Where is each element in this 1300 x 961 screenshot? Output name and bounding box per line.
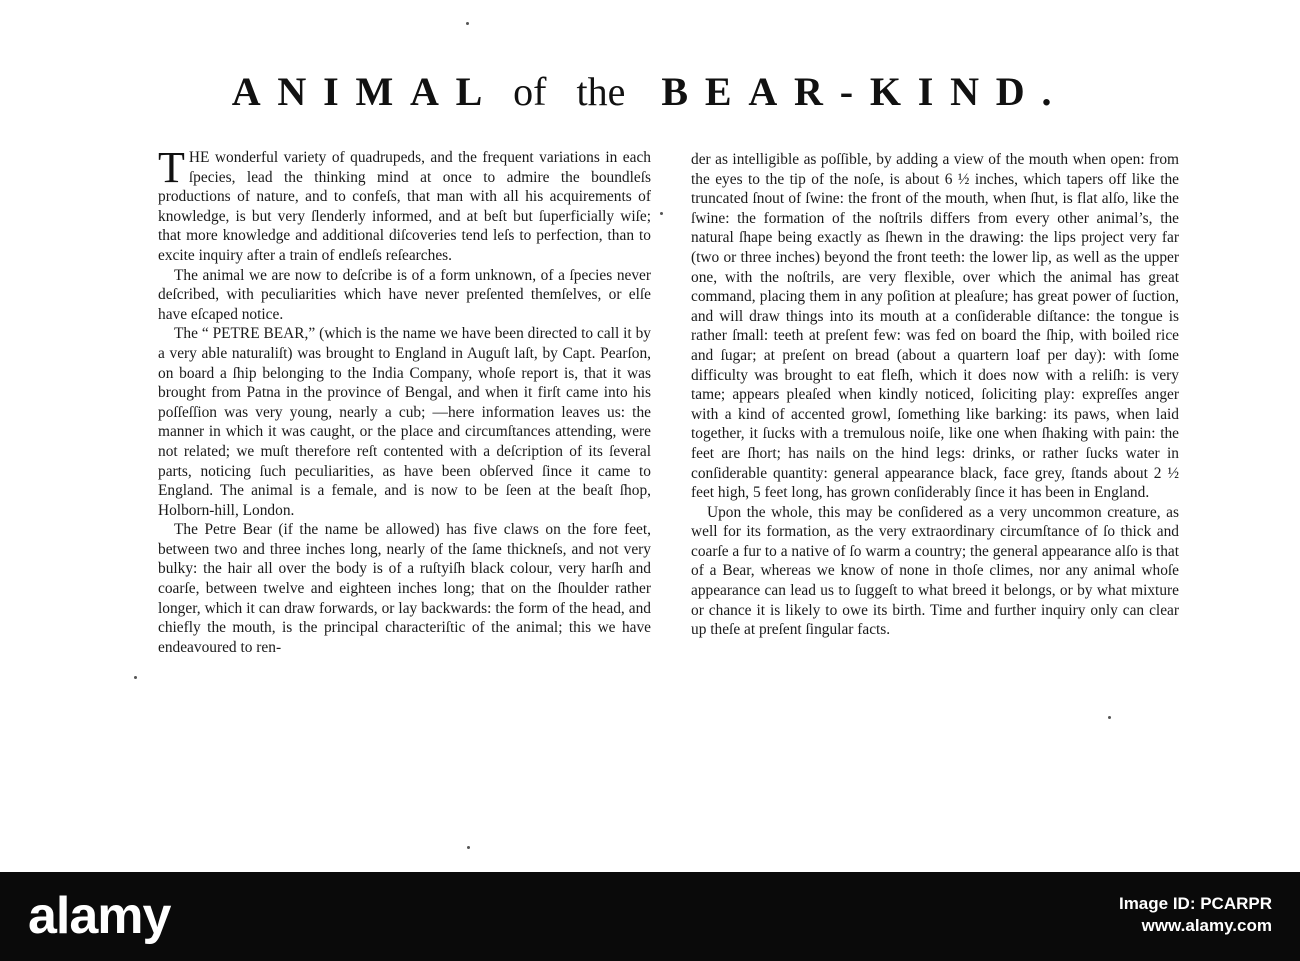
- title-word-the: the: [576, 69, 626, 114]
- left-paragraph-intro: [158, 143, 651, 266]
- image-id-text: Image ID: PCARPR: [1118, 894, 1272, 913]
- title-word-animal: ANIMAL: [231, 69, 500, 114]
- left-paragraph-4: The Petre Bear (if the name be allowed) has five claws on the fore feet, between two and three inches long, nearly of the ſame thickneſs, and not very bulky: the hair all over the body is of a ruſtyiſh black colour, very harſh and coarſe, between twelve and eighteen inches long; that on the ſhoulder rather longer, which it can draw forwards, or lay backwards: the form of the head, and chiefly the mouth, is the principal characteriſtic of the animal; this we have endeavoured to ren-: [158, 521, 651, 656]
- stock-site-url: www.alamy.com: [1141, 916, 1272, 935]
- intro-text: HE wonderful variety of quadrupeds, and the frequent variations in each ſpecies, lead the thinking mind at once to admire the boundleſs productions of nature, and to confeſs, that man with all his acquirements of knowledge, is but very ſlenderly informed, and at beſt but ſuperficially wiſe; that more knowledge and additional diſcoveries tend leſs to perfection, than to excite inquiry after a train of endleſs reſearches.: [158, 149, 651, 264]
- watermark-footer-bar: [0, 872, 1300, 961]
- print-speck: [660, 212, 663, 215]
- print-speck: [1108, 716, 1111, 719]
- print-speck: [466, 22, 469, 25]
- title-word-of: of: [513, 69, 547, 114]
- title-word-bear-kind: BEAR-KIND.: [661, 69, 1069, 114]
- alamy-logo: alamy: [28, 887, 171, 945]
- left-paragraph-2: The animal we are now to deſcribe is of a form unknown, of a ſpecies never deſcribed, with peculiarities which have never preſented themſelves, or elſe have eſcaped notice.: [158, 266, 651, 323]
- right-column: [691, 150, 1179, 640]
- left-column: [158, 143, 651, 657]
- right-paragraph-2: Upon the whole, this may be conſidered as a very uncommon creature, as well for its formation, as the very extraordinary circumſtance of ſo thick and coarſe a fur to a native of ſo warm a country; the general appearance alſo is that of a Bear, whereas we know of none in thoſe climes, nor any animal whoſe appearance can lead us to ſuggeſt to what breed it belongs, or by what mixture or chance it is likely to owe its birth. Time and further inquiry only can clear up theſe at preſent ſingular facts.: [691, 503, 1179, 639]
- stock-image-id: [1119, 893, 1272, 937]
- print-speck: [134, 676, 137, 679]
- print-speck: [467, 846, 470, 849]
- drop-cap-letter: T: [158, 143, 185, 192]
- right-paragraph-1: der as intelligible as poſſible, by adding a view of the mouth when open: from the eyes to the tip of the noſe, is about 6 ½ inches, which tapers off like the truncated ſnout of ſwine: the front of the mouth, when ſhut, is flat alſo, like the ſwine: the formation of the noſtrils differs from every other animal’s, the natural ſhape being exactly as ſhewn in the drawing: the lips project very far (two or three inches) beyond the front teeth: the lower lip, as well as the upper one, with the noſtrils, are very flexible, over which the animal has great command, placing them in any poſition at pleaſure; has great power of ſuction, and will draw things into its mouth at a conſiderable diſtance: the tongue is rather ſmall: teeth at preſent few: was fed on board the ſhip, with boiled rice and ſugar; at preſent on bread (about a quartern loaf per day): with ſome difficulty was brought to eat fleſh, which it does now with a reliſh: is very tame; appears pleaſed when kindly noticed, ſoliciting play: expreſſes anger with a kind of accented growl, ſomething like barking: its paws, when laid together, it ſucks with a tremulous noiſe, like one when ſhaking with pain: the feet are ſhort; has nails on the hind legs: drinks, or rather ſucks water in conſiderable quantity: general appearance black, face grey, ſtands about 2 ½ feet high, 5 feet long, has grown conſiderably ſince it has been in England.: [691, 151, 1179, 502]
- left-paragraph-3: The “ PETRE BEAR,” (which is the name we have been directed to call it by a very able naturaliſt) was brought to England in Auguſt laſt, by Capt. Pearſon, on board a ſhip belonging to the India Company, whoſe report is, that it was brought from Patna in the province of Bengal, and when it firſt came into his poſſeſſion was very young, nearly a cub; —here information leaves us: the manner in which it was caught, or the place and circumſtances attending, were not related; we muſt therefore reſt contented with a deſcription of its ſeveral parts, noticing ſuch peculiarities, as have been obſerved ſince it came to England. The animal is a female, and is now to be ſeen at the beaſt ſhop, Holborn-hill, London.: [158, 325, 651, 519]
- page-title: [0, 64, 1300, 120]
